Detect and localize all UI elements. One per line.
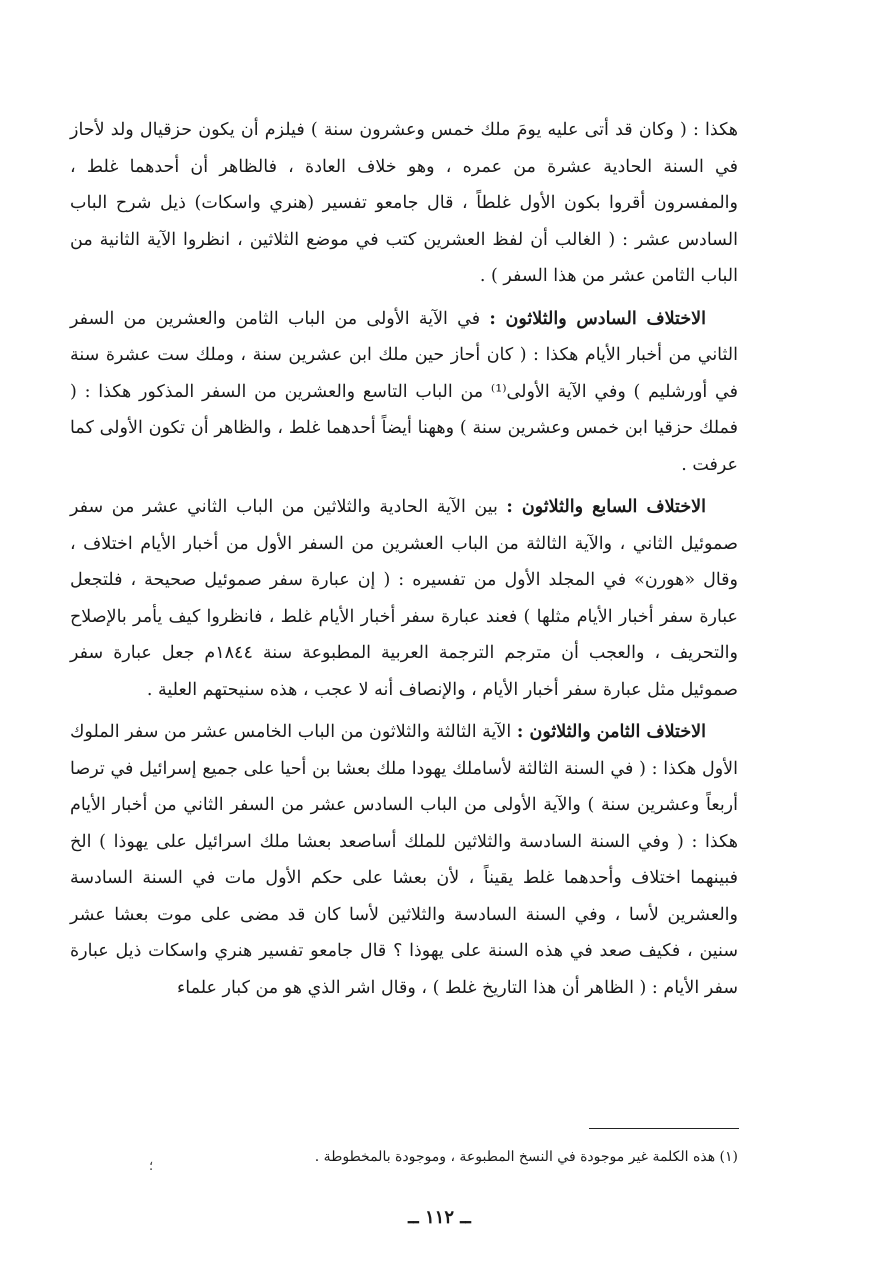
paragraph-text: في الآية الأولى من الباب الثامن والعشرين من السفر الثاني من أخبار الأيام هكذا : ( كان أحاز حين ملك ابن عشرين سنة ، وملك ست عشرة سنة في أورشليم ) وفي الآية الأولى⁽¹⁾ من الباب التاسع والعشرين من السفر المذكور هكذا : ( فملك حزقيا ابن خمس وعشرين سنة ) وههنا أيضاً أحدهما غلط ، والظاهر أن تكون الأولى كما عرفت . [70, 308, 738, 475]
page-number: ــ ١١٢ ــ [408, 1207, 471, 1228]
paragraph-difference-37 [70, 489, 738, 708]
paragraph-heading: الاختلاف الثامن والثلاثون : [516, 722, 706, 742]
paragraph-text: الآية الثالثة والثلاثون من الباب الخامس عشر من سفر الملوك الأول هكذا : ( في السنة الثالثة لأساملك يهودا ملك بعشا بن أحيا على جميع إسرائيل في ترصا أربعاً وعشرين سنة ) والآية الأولى من الباب السادس عشر من السفر الثاني من أخبار الأيام هكذا : ( وفي السنة السادسة والثلاثين للملك أساصعد بعشا ملك اسرائيل على يهوذا ) الخ فبينهما اختلاف وأحدهما غلط يقيناً ، لأن بعشا على حكم الأول مات في السنة السادسة والعشرين لأسا ، وفي السنة السادسة والثلاثين لأسا كان قد مضى على موت بعشا عشر سنين ، فكيف صعد في هذه السنة على يهوذا ؟ قال جامعو تفسير هنري واسكات ذيل عبارة سفر الأيام : ( الظاهر أن هذا التاريخ غلط ) ، وقال اشر الذي هو من كبار علماء [70, 722, 738, 998]
paragraph-heading: الاختلاف السادس والثلاثون : [489, 308, 707, 329]
paragraph-text: بين الآية الحادية والثلاثين من الباب الثاني عشر من سفر صموئيل الثاني ، والآية الثالثة من الباب العشرين من السفر الأول من أخبار الأيام اختلاف ، وقال «هورن» في المجلد الأول من تفسيره : ( إن عبارة سفر صموئيل صحيحة ، فلتجعل عبارة سفر أخبار الأيام مثلها ) فعند عبارة سفر أخبار الأيام غلط ، فانظروا كيف يأمر بالإصلاح والتحريف ، والعجب أن مترجم الترجمة العربية المطبوعة سنة ١٨٤٤م جعل عبارة سفر صموئيل مثل عبارة سفر أخبار الأيام ، والإنصاف أنه لا عجب ، هذه سنيحتهم العلية . [70, 497, 738, 700]
footnote: (١) هذه الكلمة غير موجودة في النسخ المطبوعة ، وموجودة بالمخطوطة . [314, 1149, 738, 1165]
paragraph-continuation [70, 112, 738, 295]
paragraph-text: هكذا : ( وكان قد أتى عليه يومَ ملك خمس وعشرون سنة ) فيلزم أن يكون حزقيال ولد لأحاز في السنة الحادية عشرة من عمره ، وهو خلاف العادة ، فالظاهر أن أحدهما غلط ، والمفسرون أقروا بكون الأول غلطاً ، قال جامعو تفسير (هنري واسكات) ذيل شرح الباب السادس عشر : ( الغالب أن لفظ العشرين كتب في موضع الثلاثين ، انظروا الآية الثانية من الباب الثامن عشر من هذا السفر ) . [70, 120, 738, 286]
page-body [70, 112, 738, 1012]
paragraph-difference-36 [70, 301, 738, 484]
stray-mark: ؛ [149, 1159, 154, 1174]
paragraph-heading: الاختلاف السابع والثلاثون : [506, 497, 706, 517]
paragraph-difference-38 [70, 714, 738, 1006]
footnote-divider [589, 1128, 739, 1129]
